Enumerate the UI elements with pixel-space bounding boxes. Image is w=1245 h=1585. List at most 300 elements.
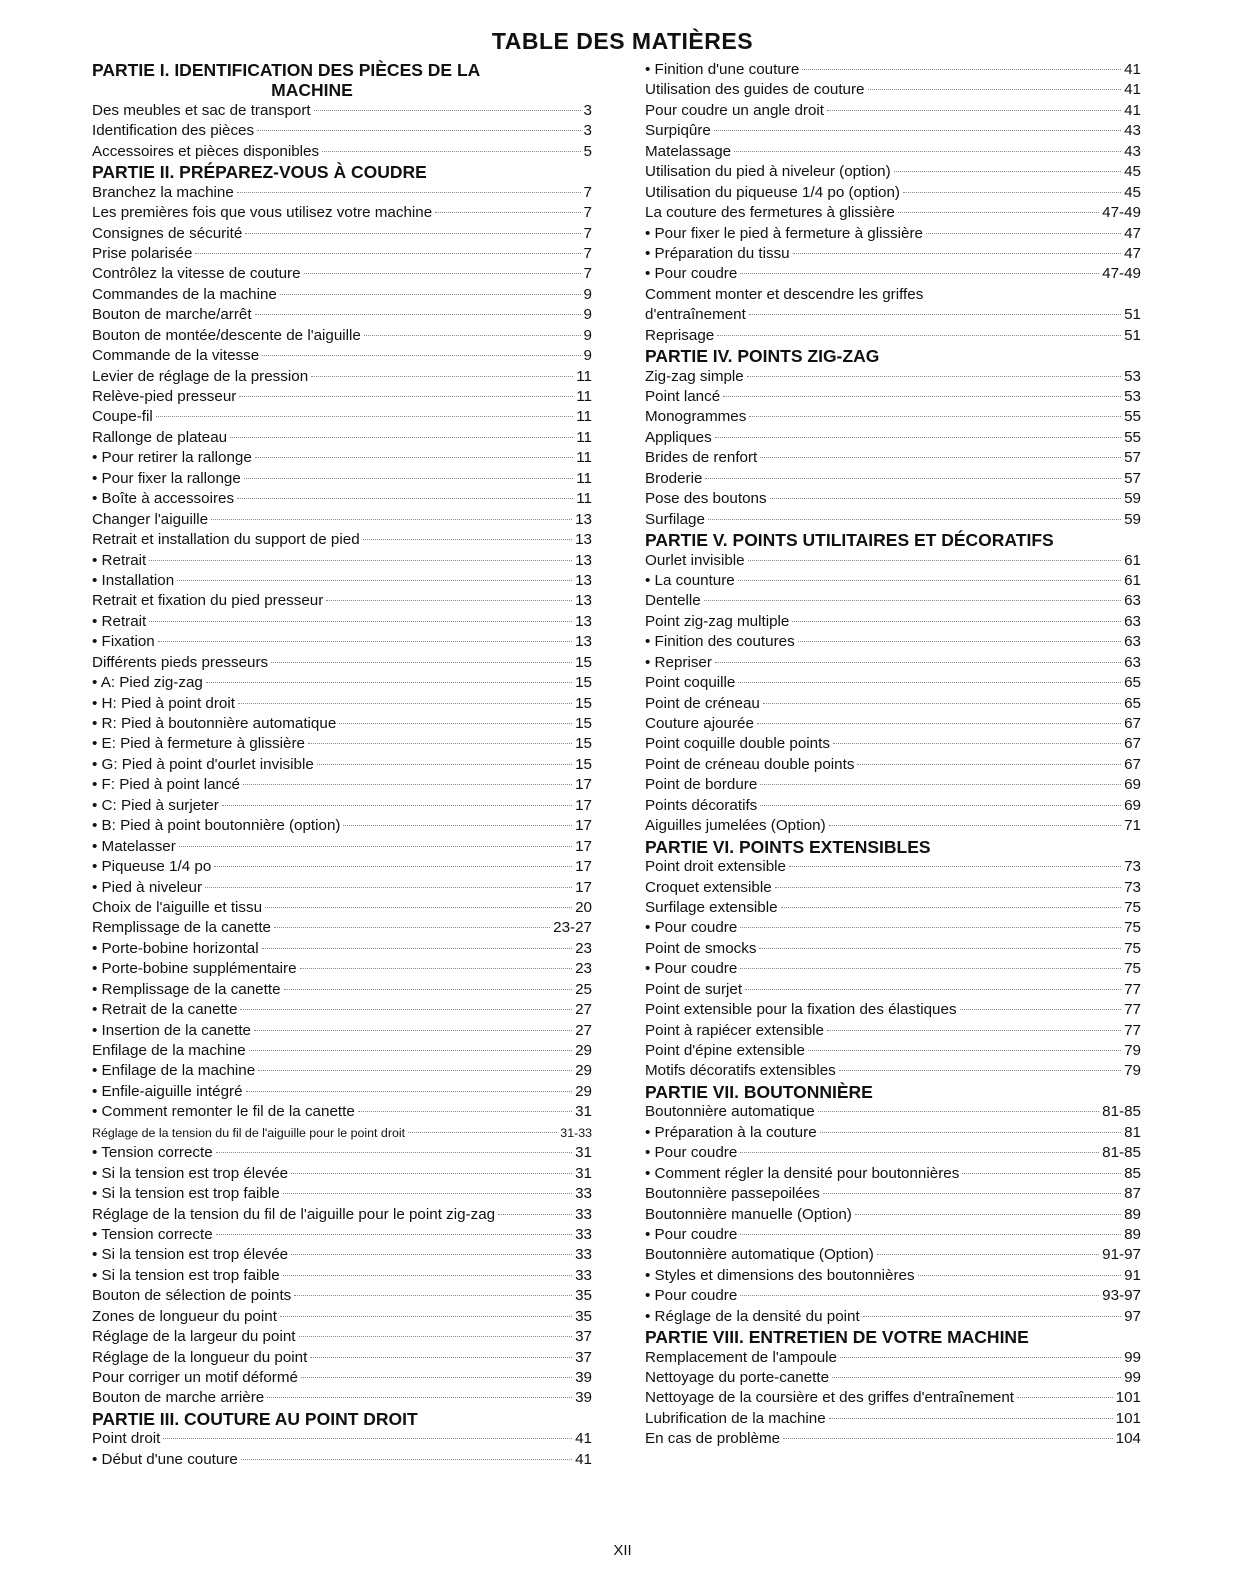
dot-leader [149, 560, 572, 561]
toc-entry-title: Commande de la vitesse [92, 347, 260, 365]
dot-leader [308, 743, 572, 744]
dot-leader [802, 69, 1121, 70]
toc-page-number: 11 [576, 469, 592, 487]
dot-leader [326, 600, 572, 601]
toc-page-number: 31-33 [560, 1125, 592, 1140]
toc-page-number: 41 [1124, 61, 1141, 78]
toc-entry [645, 1021, 1141, 1041]
toc-entry-title: Utilisation des guides de couture [645, 81, 865, 99]
toc-entry-title: Surfilage [645, 510, 705, 528]
toc-page-number: 17 [575, 776, 592, 794]
dot-leader [246, 1091, 573, 1092]
toc-entry [645, 1184, 1141, 1204]
dot-leader [829, 1418, 1113, 1419]
toc-page-number: 37 [575, 1348, 592, 1366]
toc-entry [92, 448, 592, 468]
toc-entry-title: d'entraînement [645, 306, 746, 324]
dot-leader [708, 519, 1121, 520]
toc-entry [645, 694, 1141, 714]
toc-entry [645, 1225, 1141, 1245]
dot-leader [262, 355, 580, 356]
toc-entry [645, 407, 1141, 427]
toc-entry [92, 489, 592, 509]
dot-leader [244, 478, 573, 479]
toc-entry [92, 203, 592, 223]
toc-entry-title: Consignes de sécurité [92, 224, 243, 242]
toc-entry-title: Enfilage de la machine [92, 1042, 246, 1059]
toc-entry-title: La couture des fermetures à glissière [645, 204, 895, 222]
toc-entry [92, 1429, 592, 1449]
toc-entry-title: Rallonge de plateau [92, 428, 228, 446]
toc-entry [92, 857, 592, 877]
toc-page-number: 81 [1124, 1123, 1141, 1141]
toc-entry [645, 1143, 1141, 1163]
dot-leader [206, 682, 572, 683]
toc-entry-title: Boutonnière automatique (Option) [645, 1246, 874, 1264]
toc-entry-title: • E: Pied à fermeture à glissière [92, 735, 305, 753]
toc-page-number: 11 [576, 428, 592, 446]
dot-leader [745, 989, 1121, 990]
toc-entry-title: • Si la tension est trop élevée [92, 1164, 289, 1182]
dot-leader [749, 314, 1121, 315]
dot-leader [243, 784, 572, 785]
toc-entry-title: Coupe-fil [92, 408, 153, 426]
toc-entry-title: Point zig-zag multiple [645, 612, 790, 630]
toc-entry [92, 469, 592, 489]
dot-leader [962, 1173, 1121, 1174]
toc-page-number: 37 [575, 1328, 592, 1346]
dot-leader [863, 1316, 1121, 1317]
dot-leader [715, 437, 1121, 438]
toc-entry [92, 816, 592, 836]
dot-leader [783, 1438, 1113, 1439]
toc-entry-title: Branchez la machine [92, 183, 234, 201]
toc-entry [645, 714, 1141, 734]
toc-page-number: 65 [1124, 674, 1141, 692]
toc-page-number: 11 [576, 388, 592, 405]
dot-leader [705, 478, 1121, 479]
toc-page-number: 11 [576, 490, 592, 508]
dot-leader [239, 396, 573, 397]
toc-page-number: 17 [575, 837, 592, 855]
toc-entry-title: • Retrait [92, 612, 147, 630]
toc-entry [92, 1184, 592, 1204]
dot-leader [918, 1275, 1122, 1276]
toc-page-number: 7 [583, 183, 592, 201]
toc-page-number: 101 [1115, 1409, 1141, 1427]
toc-page-number: 89 [1124, 1225, 1141, 1243]
toc-entry-title: • Retrait de la canette [92, 1001, 238, 1019]
toc-entry [645, 1102, 1141, 1122]
toc-page-number: 93-97 [1102, 1287, 1141, 1305]
toc-entry [92, 1143, 592, 1163]
dot-leader [284, 989, 573, 990]
toc-entry [645, 203, 1141, 223]
dot-leader [339, 723, 572, 724]
toc-page-number: 79 [1124, 1062, 1141, 1080]
toc-entry [92, 1388, 592, 1408]
dot-leader [770, 498, 1122, 499]
toc-page-number: 29 [575, 1062, 592, 1080]
toc-page-number: 33 [575, 1185, 592, 1203]
dot-leader [216, 1234, 572, 1235]
toc-page-number: 51 [1124, 326, 1141, 344]
dot-leader [833, 743, 1121, 744]
toc-entry [645, 101, 1141, 121]
toc-page-number: 69 [1124, 776, 1141, 794]
toc-entry-title: Broderie [645, 469, 703, 487]
toc-page-number: 13 [575, 612, 592, 630]
dot-leader [760, 784, 1121, 785]
toc-entry [645, 857, 1141, 877]
dot-leader [715, 662, 1121, 663]
dot-leader [304, 273, 581, 274]
toc-entry [645, 264, 1141, 284]
toc-entry-title: Les premières fois que vous utilisez votre machine [92, 204, 433, 222]
toc-entry-title: Réglage de la tension du fil de l'aiguille pour le point zig-zag [92, 1205, 496, 1223]
toc-entry-title: Point de smocks [645, 939, 757, 957]
dot-leader [238, 703, 572, 704]
toc-page-number: 9 [583, 326, 592, 344]
toc-entry-title: • Pour coudre [645, 960, 738, 978]
toc-entry [645, 428, 1141, 448]
toc-entry [645, 387, 1141, 407]
dot-leader [798, 641, 1121, 642]
toc-entry [92, 1368, 592, 1388]
dot-leader [775, 887, 1121, 888]
toc-page-number: 7 [583, 244, 592, 262]
toc-page-number: 7 [583, 224, 592, 242]
dot-leader [254, 1030, 572, 1031]
toc-entry-title: • A: Pied zig-zag [92, 674, 203, 692]
toc-entry [92, 1348, 592, 1368]
toc-entry [92, 305, 592, 325]
toc-page-number: 81-85 [1102, 1144, 1141, 1162]
toc-entry-title: Point lancé [645, 388, 721, 405]
dot-leader [343, 825, 572, 826]
toc-entry [645, 1164, 1141, 1184]
toc-entry [645, 775, 1141, 795]
toc-entry-title: Reprisage [645, 326, 715, 344]
toc-entry [92, 428, 592, 448]
dot-leader [734, 151, 1121, 152]
toc-entry-title: • Pour retirer la rallonge [92, 449, 252, 467]
dot-leader [280, 294, 581, 295]
toc-page-number: 67 [1124, 755, 1141, 773]
dot-leader [283, 1193, 572, 1194]
toc-entry-title: Aiguilles jumelées (Option) [645, 817, 826, 835]
toc-entry [645, 1266, 1141, 1286]
dot-leader [435, 212, 580, 213]
dot-leader [781, 907, 1122, 908]
toc-page-number: 67 [1124, 735, 1141, 753]
dot-leader [408, 1132, 557, 1133]
toc-entry-title: • Porte-bobine supplémentaire [92, 960, 297, 978]
toc-page-number: 15 [575, 735, 592, 753]
section-heading: PARTIE V. POINTS UTILITAIRES ET DÉCORATIFS [645, 530, 1054, 551]
toc-entry [645, 1368, 1141, 1388]
dot-leader [789, 866, 1121, 867]
toc-entry-title: Zones de longueur du point [92, 1307, 277, 1325]
toc-page-number: 41 [1124, 101, 1141, 119]
dot-leader [364, 335, 581, 336]
dot-leader [271, 662, 572, 663]
toc-page-number: 17 [575, 796, 592, 814]
toc-entry [92, 653, 592, 673]
toc-entry-title: • Si la tension est trop élevée [92, 1246, 289, 1264]
dot-leader [177, 580, 572, 581]
section-heading: PARTIE IV. POINTS ZIG-ZAG [645, 346, 880, 367]
toc-entry [92, 1266, 592, 1286]
toc-entry-title: Remplissage de la canette [92, 919, 271, 937]
toc-entry [645, 1061, 1141, 1081]
toc-page-number: 75 [1124, 939, 1141, 957]
toc-entry [92, 1041, 592, 1061]
toc-entry [645, 489, 1141, 509]
toc-entry-title: • Si la tension est trop faible [92, 1266, 280, 1284]
toc-entry-title: • Préparation du tissu [645, 244, 790, 262]
section-heading: PARTIE I. IDENTIFICATION DES PIÈCES DE LA [92, 60, 481, 80]
toc-entry [645, 1041, 1141, 1061]
toc-page-number: 13 [575, 531, 592, 549]
toc-entry-title: Retrait et fixation du pied presseur [92, 592, 324, 610]
toc-entry [645, 959, 1141, 979]
toc-entry-title: • Styles et dimensions des boutonnières [645, 1266, 915, 1284]
toc-page-number: 29 [575, 1082, 592, 1100]
toc-entry-title: • Début d'une couture [92, 1450, 238, 1468]
dot-leader [748, 560, 1121, 561]
toc-entry [645, 326, 1141, 346]
toc-page-number: 101 [1115, 1389, 1141, 1407]
toc-entry [92, 714, 592, 734]
toc-page-number: 15 [575, 674, 592, 692]
toc-page-number: 85 [1124, 1164, 1141, 1182]
toc-entry [92, 1123, 592, 1143]
toc-entry-title: • G: Pied à point d'ourlet invisible [92, 755, 314, 773]
toc-entry-title: Ourlet invisible [645, 551, 745, 569]
toc-entry-title: • Préparation à la couture [645, 1123, 817, 1141]
toc-page-number: 65 [1124, 694, 1141, 712]
toc-entry [645, 1000, 1141, 1020]
toc-page-number: 43 [1124, 142, 1141, 160]
page-number: XII [613, 1542, 632, 1559]
toc-page-number: 41 [575, 1430, 592, 1448]
dot-leader [255, 457, 573, 458]
toc-page-number: 3 [583, 122, 592, 140]
toc-entry-title: Pour coudre un angle droit [645, 101, 824, 119]
dot-leader [310, 1357, 572, 1358]
toc-page-number: 69 [1124, 796, 1141, 814]
toc-entry [92, 142, 592, 162]
dot-leader [1017, 1397, 1113, 1398]
toc-entry [92, 694, 592, 714]
dot-leader [311, 376, 573, 377]
toc-entry-title: Boutonnière automatique [645, 1103, 815, 1121]
toc-entry [92, 734, 592, 754]
toc-entry-title: Remplacement de l'ampoule [645, 1348, 838, 1366]
toc-page-number: 15 [575, 653, 592, 671]
toc-entry-title: • Comment remonter le fil de la canette [92, 1103, 355, 1121]
toc-page-number: 61 [1124, 571, 1141, 589]
dot-leader [258, 1070, 572, 1071]
toc-entry-title: • Enfile-aiguille intégré [92, 1082, 243, 1100]
toc-entry-title: Point de surjet [645, 980, 743, 998]
dot-leader [738, 580, 1121, 581]
toc-entry [645, 1307, 1141, 1327]
toc-page-number: 11 [576, 449, 592, 467]
dot-leader [156, 416, 573, 417]
toc-entry [92, 551, 592, 571]
toc-entry-title: • Repriser [645, 653, 712, 671]
toc-entry [645, 1245, 1141, 1265]
toc-page-number: 63 [1124, 592, 1141, 610]
dot-leader [498, 1214, 572, 1215]
toc-entry [645, 918, 1141, 938]
toc-entry [645, 80, 1141, 100]
dot-leader [211, 519, 572, 520]
dot-leader [245, 233, 580, 234]
toc-entry [645, 1286, 1141, 1306]
toc-entry-title: Point à rapiécer extensible [645, 1021, 824, 1039]
toc-entry [645, 469, 1141, 489]
toc-entry-title: • C: Pied à surjeter [92, 796, 219, 814]
toc-entry [92, 530, 592, 550]
toc-entry-title: • Pour coudre [645, 1225, 738, 1243]
toc-entry-title: Différents pieds presseurs [92, 653, 269, 671]
toc-entry [645, 980, 1141, 1000]
toc-entry-title: Point extensible pour la fixation des élastiques [645, 1001, 957, 1019]
dot-leader [317, 764, 572, 765]
toc-entry [92, 510, 592, 530]
toc-page-number: 89 [1124, 1205, 1141, 1223]
toc-page-number: 13 [575, 571, 592, 589]
toc-entry-title: Utilisation du piqueuse 1/4 po (option) [645, 183, 900, 201]
dot-leader [839, 1070, 1121, 1071]
toc-page-number: 67 [1124, 715, 1141, 732]
toc-page-number: 51 [1124, 306, 1141, 324]
dot-leader [747, 376, 1121, 377]
dot-leader [314, 110, 581, 111]
toc-entry-title: Choix de l'aiguille et tissu [92, 898, 263, 916]
toc-page-number: 73 [1124, 858, 1141, 876]
toc-page-number: 11 [576, 367, 592, 385]
toc-entry [92, 571, 592, 591]
toc-page-number: 5 [583, 142, 592, 160]
toc-entry [645, 224, 1141, 244]
dot-leader [740, 1234, 1121, 1235]
toc-entry-title: Réglage de la largeur du point [92, 1328, 296, 1346]
dot-leader [363, 539, 572, 540]
toc-entry-title: Points décoratifs [645, 796, 758, 814]
toc-page-number: 57 [1124, 469, 1141, 487]
toc-entry-title: Pour corriger un motif déformé [92, 1369, 298, 1386]
toc-page-number: 31 [575, 1103, 592, 1121]
toc-page-number: 23 [575, 960, 592, 978]
toc-entry [645, 1123, 1141, 1143]
toc-page-number: 15 [575, 755, 592, 773]
toc-entry [92, 980, 592, 1000]
toc-entry-title: • Si la tension est trop faible [92, 1185, 280, 1203]
toc-page-number: 43 [1124, 122, 1141, 140]
toc-entry-title: Matelassage [645, 142, 732, 160]
toc-entry [92, 1000, 592, 1020]
toc-entry [92, 878, 592, 898]
toc-entry [92, 1061, 592, 1081]
toc-page-number: 27 [575, 1021, 592, 1039]
toc-entry-title: Zig-zag simple [645, 367, 744, 385]
toc-entry [645, 816, 1141, 836]
toc-entry [645, 121, 1141, 141]
toc-entry [645, 305, 1141, 325]
toc-page-number: 17 [575, 858, 592, 876]
toc-entry [92, 407, 592, 427]
toc-entry [645, 1429, 1141, 1449]
toc-page-number: 3 [583, 101, 592, 119]
dot-leader [792, 621, 1121, 622]
toc-entry [92, 591, 592, 611]
dot-leader [205, 887, 572, 888]
toc-page-number: 61 [1124, 551, 1141, 569]
toc-page-number: 13 [575, 510, 592, 528]
dot-leader [877, 1254, 1099, 1255]
dot-leader [216, 1152, 572, 1153]
dot-leader [723, 396, 1121, 397]
dot-leader [274, 927, 550, 928]
toc-entry-title: • Pour coudre [645, 919, 738, 937]
toc-entry [645, 183, 1141, 203]
toc-entry-title: • Pied à niveleur [92, 878, 203, 896]
dot-leader [301, 1377, 572, 1378]
toc-entry-title: • Comment régler la densité pour boutonnières [645, 1164, 960, 1182]
toc-entry [92, 101, 592, 121]
dot-leader [717, 335, 1121, 336]
toc-entry-title: Lubrification de la machine [645, 1409, 826, 1427]
toc-entry [92, 1307, 592, 1327]
dot-leader [179, 846, 572, 847]
toc-page-number: 35 [575, 1307, 592, 1325]
toc-entry [645, 653, 1141, 673]
toc-page-number: 39 [575, 1369, 592, 1386]
dot-leader [820, 1132, 1121, 1133]
toc-entry-title: • Tension correcte [92, 1144, 213, 1162]
dot-leader [267, 1397, 572, 1398]
toc-entry-title: • H: Pied à point droit [92, 694, 235, 712]
toc-page-number: 13 [575, 633, 592, 651]
toc-entry-title: • Remplissage de la canette [92, 980, 281, 998]
toc-entry-title: • Piqueuse 1/4 po [92, 858, 212, 876]
toc-entry-title: • Installation [92, 571, 175, 589]
toc-page-number: 9 [583, 285, 592, 303]
toc-entry [92, 183, 592, 203]
toc-entry-title: Point coquille [645, 674, 736, 692]
toc-page-number: 47-49 [1102, 265, 1141, 283]
toc-page-number: 27 [575, 1001, 592, 1019]
toc-page-number: 87 [1124, 1185, 1141, 1203]
toc-left-column [92, 60, 592, 1470]
toc-page-number: 47 [1124, 224, 1141, 242]
toc-entry-title: Utilisation du pied à niveleur (option) [645, 163, 891, 181]
dot-leader [358, 1111, 572, 1112]
toc-entry-title: Levier de réglage de la pression [92, 367, 309, 385]
toc-entry [92, 898, 592, 918]
toc-page-number: 81-85 [1102, 1103, 1141, 1121]
toc-page-number: 39 [575, 1389, 592, 1407]
toc-entry [645, 367, 1141, 387]
dot-leader [749, 416, 1121, 417]
page-title: TABLE DES MATIÈRES [491, 28, 754, 54]
toc-entry-title: Point coquille double points [645, 735, 830, 753]
toc-entry-title: Retrait et installation du support de pied [92, 531, 360, 549]
